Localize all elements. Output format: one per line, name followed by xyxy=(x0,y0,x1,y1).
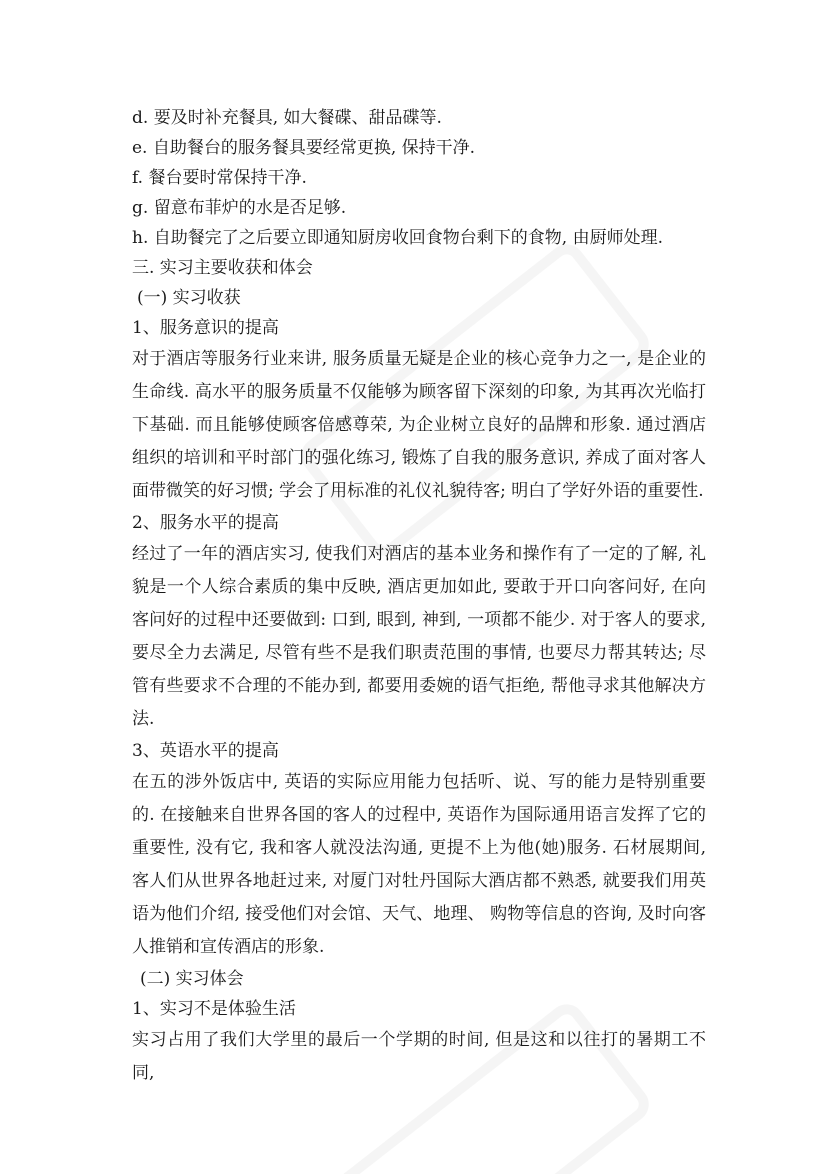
item-2-paragraph xyxy=(132,538,706,736)
item-4-paragraph xyxy=(132,1024,706,1090)
list-item-d: d. 要及时补充餐具, 如大餐碟、甜品碟等. xyxy=(132,108,442,128)
item-1-paragraph xyxy=(132,343,706,508)
document-body xyxy=(132,103,706,1090)
section-3-heading: 三. 实习主要收获和体会 xyxy=(132,258,313,278)
item-1-text: 对于酒店等服务行业来讲, 服务质量无疑是企业的核心竞争力之一, 是企业的生命线. 高水平的服务质量不仅能够为顾客留下深刻的印象, 为其再次光临打下基础. 而且能够使顾客倍感尊荣, 为企业树立良好的品牌和形象. 通过酒店组织的培训和平时部门的强化练习, 锻炼了自我的服务意识, 养成了面对客人面带微笑的好习惯; 学会了用标准的礼仪礼貌待客; 明白了学好外语的重要性. xyxy=(132,349,706,501)
item-2-text: 经过了一年的酒店实习, 使我们对酒店的基本业务和操作有了一定的了解, 礼貌是一个人综合素质的集中反映, 酒店更加如此, 要敢于开口向客问好, 在向客问好的过程中还要做到: 口到, 眼到, 神到, 一项都不能少. 对于客人的要求, 要尽全力去满足, 尽管有些不是我们职责范围的事情, 也要尽力帮其转达; 尽管有些要求不合理的不能办到, 都要用委婉的语气拒绝, 帮他寻求其他解决方法. xyxy=(132,544,706,729)
list-item-g: g. 留意布菲炉的水是否足够. xyxy=(132,198,347,218)
item-3-heading: 3、英语水平的提高 xyxy=(132,741,279,761)
subsection-1-heading: (一) 实习收获 xyxy=(137,288,241,308)
item-4-text: 实习占用了我们大学里的最后一个学期的时间, 但是这和以往打的暑期工不同, xyxy=(132,1030,706,1083)
subsection-2-heading: (二) 实习体会 xyxy=(140,969,244,989)
item-2-heading: 2、服务水平的提高 xyxy=(132,513,279,533)
list-item-h: h. 自助餐完了之后要立即通知厨房收回食物台剩下的食物, 由厨师处理. xyxy=(132,228,663,248)
item-3-text: 在五的涉外饭店中, 英语的实际应用能力包括听、说、写的能力是特别重要的. 在接触来自世界各国的客人的过程中, 英语作为国际通用语言发挥了它的重要性, 没有它, 我和客人就没法沟通, 更提不上为他(她)服务. 石材展期间, 客人们从世界各地赶过来, 对厦门对牡丹国际大酒店都不熟悉, 就要我们用英语为他们介绍, 接受他们对会馆、天气、地理、 购物等信息的咨询, 及时向客人推销和宣传酒店的形象. xyxy=(132,772,706,957)
list-item-f: f. 餐台要时常保持干净. xyxy=(132,168,307,188)
item-4-heading: 1、实习不是体验生活 xyxy=(132,999,296,1019)
list-item-e: e. 自助餐台的服务餐具要经常更换, 保持干净. xyxy=(132,138,476,158)
item-3-paragraph xyxy=(132,766,706,964)
item-1-heading: 1、服务意识的提高 xyxy=(132,318,279,338)
